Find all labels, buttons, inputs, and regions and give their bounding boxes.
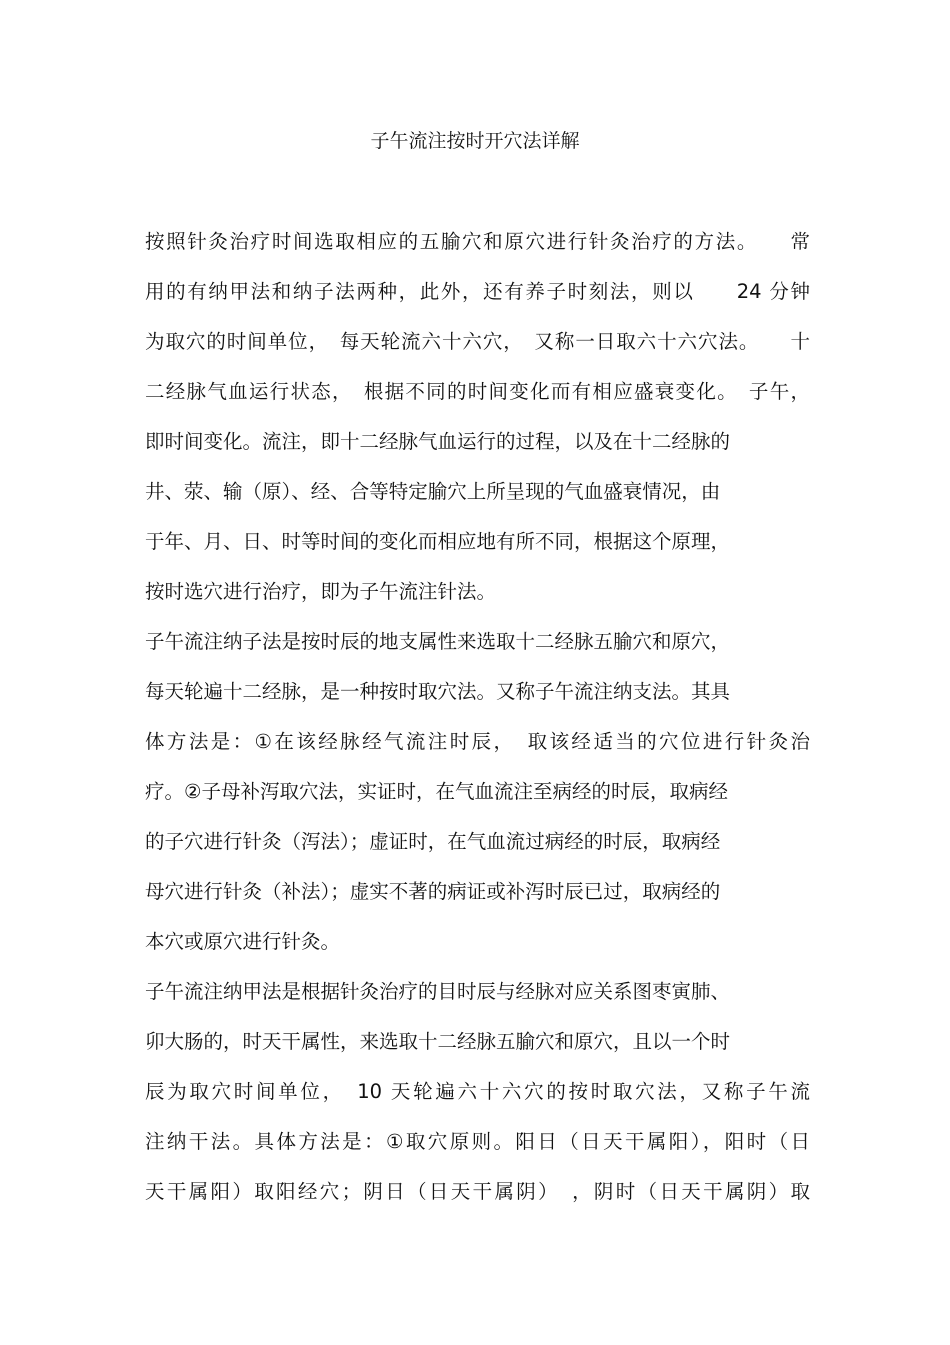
- text-line: 子午流注纳甲法是根据针灸治疗的目时辰与经脉对应关系图枣寅肺、: [145, 980, 731, 1003]
- text-line: 为取穴的时间单位， 每天轮流六十六穴， 又称一日取六十六穴法。 十: [145, 330, 810, 353]
- text-line: 子午流注纳子法是按时辰的地支属性来选取十二经脉五腧穴和原穴，: [145, 630, 731, 653]
- text-line: 体方法是：①在该经脉经气流注时辰， 取该经适当的穴位进行针灸治: [145, 730, 810, 753]
- text-line: 每天轮遍十二经脉，是一种按时取穴法。又称子午流注纳支法。其具: [145, 680, 731, 703]
- text-line: 于年、月、日、时等时间的变化而相应地有所不同，根据这个原理，: [145, 530, 731, 553]
- text-line: 按照针灸治疗时间选取相应的五腧穴和原穴进行针灸治疗的方法。 常: [145, 230, 810, 253]
- text-line: 疗。②子母补泻取穴法，实证时，在气血流注至病经的时辰，取病经: [145, 780, 728, 803]
- text-line: 的子穴进行针灸（泻法）；虚证时，在气血流过病经的时辰，取病经: [145, 830, 721, 853]
- text-line: 按时选穴进行治疗，即为子午流注针法。: [145, 580, 497, 603]
- text-line: 井、荥、输（原）、经、合等特定腧穴上所呈现的气血盛衰情况，由: [145, 480, 721, 503]
- text-line: 二经脉气血运行状态， 根据不同的时间变化而有相应盛衰变化。 子午，: [145, 380, 810, 403]
- text-line: 本穴或原穴进行针灸。: [145, 930, 341, 953]
- text-line: 即时间变化。流注，即十二经脉气血运行的过程，以及在十二经脉的: [145, 430, 731, 453]
- document-body: [145, 226, 810, 1226]
- text-line: 辰为取穴时间单位， 10 天轮遍六十六穴的按时取穴法，又称子午流: [145, 1080, 810, 1103]
- text-line: 用的有纳甲法和纳子法两种，此外，还有养子时刻法，则以 24 分钟: [145, 280, 810, 303]
- text-line: 注纳干法。具体方法是：①取穴原则。阳日（日天干属阳），阳时（日: [145, 1130, 810, 1153]
- document-title: 子午流注按时开穴法详解: [370, 130, 580, 152]
- text-line: 母穴进行针灸（补法）；虚实不著的病证或补泻时辰已过，取病经的: [145, 880, 721, 903]
- text-line: 天干属阳）取阳经穴；阴日（日天干属阴） ，阴时（日天干属阴）取: [145, 1180, 810, 1203]
- text-line: 卯大肠的，时天干属性，来选取十二经脉五腧穴和原穴，且以一个时: [145, 1030, 731, 1053]
